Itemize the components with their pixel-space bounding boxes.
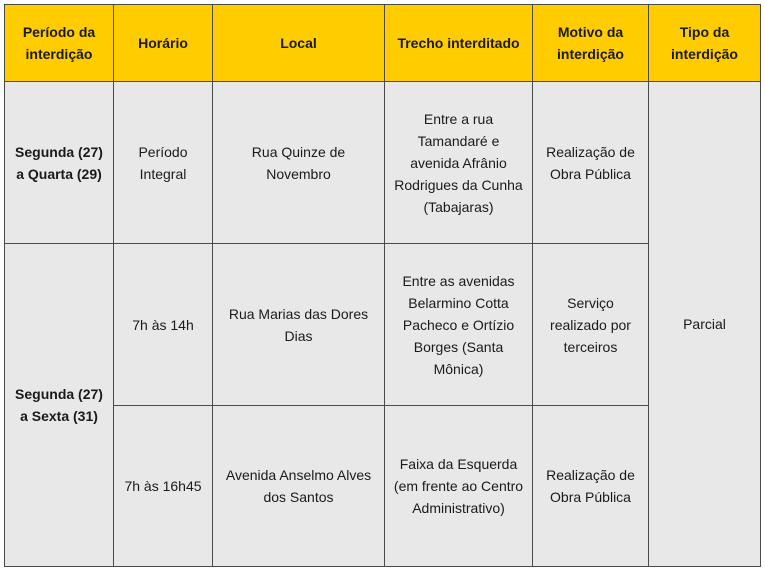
cell-trecho: Entre as avenidas Belarmino Cotta Pacheco e Ortízio Borges (Santa Mônica) xyxy=(385,244,533,406)
cell-local: Rua Quinze de Novembro xyxy=(213,82,385,244)
cell-local: Rua Marias das Dores Dias xyxy=(213,244,385,406)
cell-periodo: Segunda (27) a Sexta (31) xyxy=(5,244,114,567)
header-horario: Horário xyxy=(114,5,213,82)
interdiction-table xyxy=(4,4,761,567)
cell-horario: 7h às 16h45 xyxy=(114,406,213,567)
header-motivo: Motivo da interdição xyxy=(533,5,649,82)
header-tipo: Tipo da interdição xyxy=(649,5,761,82)
cell-horario: 7h às 14h xyxy=(114,244,213,406)
cell-periodo: Segunda (27) a Quarta (29) xyxy=(5,82,114,244)
cell-tipo: Parcial xyxy=(649,82,761,567)
cell-motivo: Serviço realizado por terceiros xyxy=(533,244,649,406)
cell-motivo: Realização de Obra Pública xyxy=(533,82,649,244)
table-row xyxy=(5,406,761,567)
header-trecho: Trecho interditado xyxy=(385,5,533,82)
cell-motivo: Realização de Obra Pública xyxy=(533,406,649,567)
table-row xyxy=(5,82,761,244)
cell-trecho: Faixa da Esquerda (em frente ao Centro Administrativo) xyxy=(385,406,533,567)
table-header-row xyxy=(5,5,761,82)
header-periodo: Período da interdição xyxy=(5,5,114,82)
cell-horario: Período Integral xyxy=(114,82,213,244)
table-row xyxy=(5,244,761,406)
cell-local: Avenida Anselmo Alves dos Santos xyxy=(213,406,385,567)
cell-trecho: Entre a rua Tamandaré e avenida Afrânio Rodrigues da Cunha (Tabajaras) xyxy=(385,82,533,244)
header-local: Local xyxy=(213,5,385,82)
